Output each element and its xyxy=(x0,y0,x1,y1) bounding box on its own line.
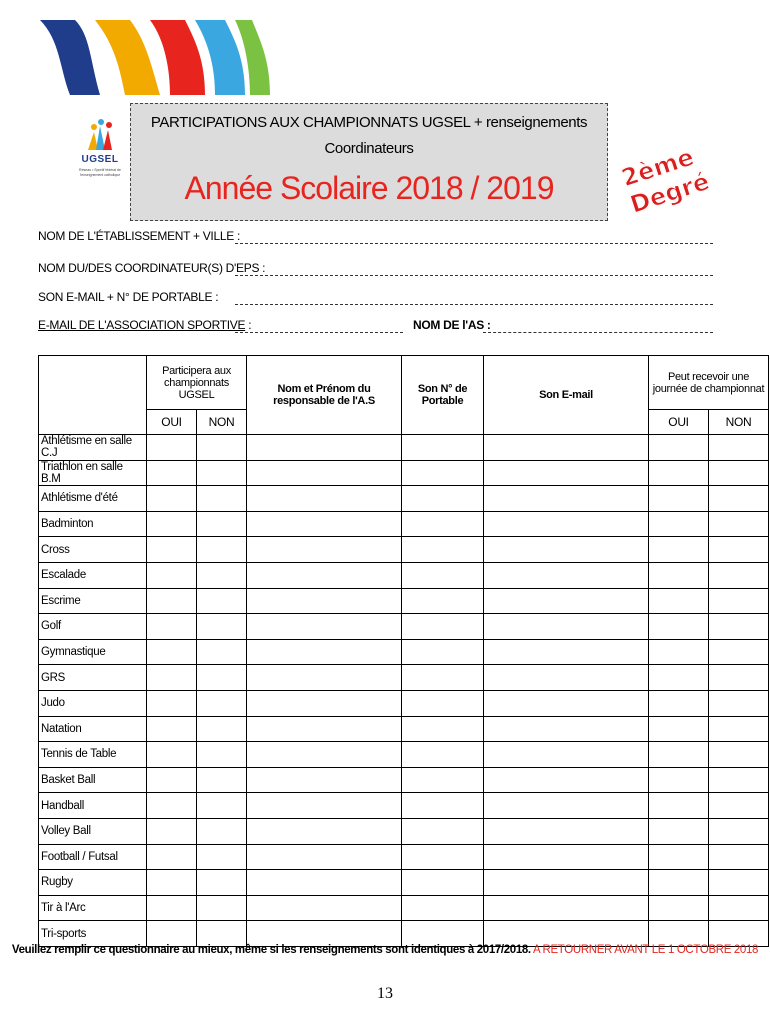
oui-participe-cell[interactable] xyxy=(147,793,197,819)
portable-cell[interactable] xyxy=(402,614,484,640)
header-oui-participe: OUI xyxy=(147,410,197,435)
oui-journee-cell[interactable] xyxy=(649,767,709,793)
label-etablissement: NOM DE L'ÉTABLISSEMENT + VILLE : xyxy=(38,229,240,243)
table-row xyxy=(39,588,769,614)
oui-journee-cell[interactable] xyxy=(649,690,709,716)
table-row xyxy=(39,844,769,870)
non-journee-cell[interactable] xyxy=(709,844,769,870)
nom-prenom-cell[interactable] xyxy=(247,870,402,896)
nom-prenom-cell[interactable] xyxy=(247,716,402,742)
oui-participe-cell[interactable] xyxy=(147,742,197,768)
table-row xyxy=(39,486,769,512)
oui-participe-cell[interactable] xyxy=(147,486,197,512)
email-cell[interactable] xyxy=(484,716,649,742)
document-title: PARTICIPATIONS AUX CHAMPIONNATS UGSEL + renseignements xyxy=(150,114,588,131)
nom-prenom-cell[interactable] xyxy=(247,614,402,640)
oui-participe-cell[interactable] xyxy=(147,690,197,716)
non-journee-cell[interactable] xyxy=(709,435,769,461)
non-participe-cell[interactable] xyxy=(197,511,247,537)
sport-rows xyxy=(39,435,769,947)
nom-prenom-cell[interactable] xyxy=(247,435,402,461)
email-cell[interactable] xyxy=(484,793,649,819)
header-email: Son E-mail xyxy=(484,356,649,435)
email-cell[interactable] xyxy=(484,844,649,870)
table-row xyxy=(39,870,769,896)
non-participe-cell[interactable] xyxy=(197,767,247,793)
nom-prenom-cell[interactable] xyxy=(247,818,402,844)
nom-prenom-cell[interactable] xyxy=(247,562,402,588)
email-cell[interactable] xyxy=(484,818,649,844)
non-journee-cell[interactable] xyxy=(709,511,769,537)
non-journee-cell[interactable] xyxy=(709,639,769,665)
table-row xyxy=(39,716,769,742)
oui-participe-cell[interactable] xyxy=(147,818,197,844)
sport-name: GRS xyxy=(39,665,147,691)
non-participe-cell[interactable] xyxy=(197,895,247,921)
sport-name: Handball xyxy=(39,793,147,819)
sport-name: Tennis de Table xyxy=(39,742,147,768)
oui-journee-cell[interactable] xyxy=(649,511,709,537)
header-oui-journee: OUI xyxy=(649,410,709,435)
non-journee-cell[interactable] xyxy=(709,793,769,819)
document-subtitle: Coordinateurs xyxy=(324,140,414,157)
email-cell[interactable] xyxy=(484,690,649,716)
table-row xyxy=(39,639,769,665)
nom-prenom-cell[interactable] xyxy=(247,639,402,665)
non-journee-cell[interactable] xyxy=(709,690,769,716)
table-row xyxy=(39,435,769,461)
label-email-portable: SON E-MAIL + N° DE PORTABLE : xyxy=(38,290,219,304)
oui-participe-cell[interactable] xyxy=(147,562,197,588)
oui-journee-cell[interactable] xyxy=(649,793,709,819)
portable-cell[interactable] xyxy=(402,793,484,819)
portable-cell[interactable] xyxy=(402,639,484,665)
input-coordinateurs[interactable] xyxy=(235,275,713,276)
participation-table xyxy=(38,355,769,947)
sport-name: Escalade xyxy=(39,562,147,588)
table-row xyxy=(39,793,769,819)
label-coordinateurs: NOM DU/DES COORDINATEUR(S) D'EPS : xyxy=(38,261,266,275)
email-cell[interactable] xyxy=(484,742,649,768)
non-journee-cell[interactable] xyxy=(709,537,769,563)
portable-cell[interactable] xyxy=(402,562,484,588)
oui-participe-cell[interactable] xyxy=(147,511,197,537)
sport-name: Golf xyxy=(39,614,147,640)
input-etablissement[interactable] xyxy=(235,243,713,244)
non-participe-cell[interactable] xyxy=(197,486,247,512)
sport-name: Badminton xyxy=(39,511,147,537)
oui-participe-cell[interactable] xyxy=(147,588,197,614)
oui-journee-cell[interactable] xyxy=(649,742,709,768)
sport-name: Athlétisme d'été xyxy=(39,486,147,512)
non-participe-cell[interactable] xyxy=(197,921,247,947)
table-row xyxy=(39,921,769,947)
oui-participe-cell[interactable] xyxy=(147,665,197,691)
portable-cell[interactable] xyxy=(402,895,484,921)
non-participe-cell[interactable] xyxy=(197,435,247,461)
portable-cell[interactable] xyxy=(402,435,484,461)
oui-journee-cell[interactable] xyxy=(649,614,709,640)
title-box xyxy=(130,103,608,221)
oui-journee-cell[interactable] xyxy=(649,588,709,614)
oui-journee-cell[interactable] xyxy=(649,818,709,844)
corner-cell xyxy=(39,356,147,435)
label-email-as-text: E-MAIL DE L'ASSOCIATION SPORTIVE xyxy=(38,318,246,332)
email-cell[interactable] xyxy=(484,562,649,588)
nom-prenom-cell[interactable] xyxy=(247,537,402,563)
non-journee-cell[interactable] xyxy=(709,665,769,691)
oui-participe-cell[interactable] xyxy=(147,895,197,921)
nom-prenom-cell[interactable] xyxy=(247,665,402,691)
table-row xyxy=(39,460,769,486)
ugsel-logo xyxy=(70,118,130,198)
table-row xyxy=(39,665,769,691)
nom-prenom-cell[interactable] xyxy=(247,511,402,537)
sport-name: Tri-sports xyxy=(39,921,147,947)
oui-journee-cell[interactable] xyxy=(649,435,709,461)
portable-cell[interactable] xyxy=(402,665,484,691)
oui-journee-cell[interactable] xyxy=(649,716,709,742)
non-participe-cell[interactable] xyxy=(197,562,247,588)
sport-name: Rugby xyxy=(39,870,147,896)
table-row xyxy=(39,562,769,588)
logo-wordmark: UGSEL xyxy=(81,154,119,165)
degree-stamp: 2ème Degré xyxy=(618,142,713,219)
non-participe-cell[interactable] xyxy=(197,639,247,665)
label-email-as xyxy=(38,318,251,332)
oui-journee-cell[interactable] xyxy=(649,870,709,896)
table-row xyxy=(39,742,769,768)
email-cell[interactable] xyxy=(484,665,649,691)
non-journee-cell[interactable] xyxy=(709,767,769,793)
non-journee-cell[interactable] xyxy=(709,921,769,947)
input-email-as[interactable] xyxy=(235,332,403,333)
portable-cell[interactable] xyxy=(402,921,484,947)
logo-figure-icon xyxy=(70,118,130,154)
header-portable: Son N° de Portable xyxy=(402,356,484,435)
non-participe-cell[interactable] xyxy=(197,690,247,716)
portable-cell[interactable] xyxy=(402,486,484,512)
portable-cell[interactable] xyxy=(402,588,484,614)
page-number: 13 xyxy=(377,985,393,1002)
portable-cell[interactable] xyxy=(402,690,484,716)
email-cell[interactable] xyxy=(484,511,649,537)
email-cell[interactable] xyxy=(484,870,649,896)
table-row xyxy=(39,614,769,640)
portable-cell[interactable] xyxy=(402,844,484,870)
non-participe-cell[interactable] xyxy=(197,793,247,819)
oui-journee-cell[interactable] xyxy=(649,486,709,512)
non-participe-cell[interactable] xyxy=(197,716,247,742)
header-journee: Peut recevoir une journée de championnat xyxy=(649,356,769,410)
non-participe-cell[interactable] xyxy=(197,742,247,768)
oui-journee-cell[interactable] xyxy=(649,665,709,691)
non-journee-cell[interactable] xyxy=(709,460,769,486)
sport-name: Tir à l'Arc xyxy=(39,895,147,921)
header-non-participe: NON xyxy=(197,410,247,435)
input-email-portable[interactable] xyxy=(235,304,713,305)
footer-deadline: A RETOURNER AVANT LE 1 OCTOBRE 2018 xyxy=(530,944,759,956)
non-journee-cell[interactable] xyxy=(709,895,769,921)
nom-prenom-cell[interactable] xyxy=(247,690,402,716)
portable-cell[interactable] xyxy=(402,511,484,537)
nom-prenom-cell[interactable] xyxy=(247,793,402,819)
email-cell[interactable] xyxy=(484,639,649,665)
school-year: Année Scolaire 2018 / 2019 xyxy=(184,170,554,206)
oui-journee-cell[interactable] xyxy=(649,537,709,563)
footer-instruction: Veuillez remplir ce questionnaire au mieux, même si les renseignements sont identiques à 2017/2018. xyxy=(11,944,531,956)
oui-participe-cell[interactable] xyxy=(147,716,197,742)
portable-cell[interactable] xyxy=(402,716,484,742)
sport-name: Judo xyxy=(39,690,147,716)
oui-journee-cell[interactable] xyxy=(649,844,709,870)
oui-participe-cell[interactable] xyxy=(147,537,197,563)
table-row xyxy=(39,895,769,921)
portable-cell[interactable] xyxy=(402,767,484,793)
oui-participe-cell[interactable] xyxy=(147,460,197,486)
non-participe-cell[interactable] xyxy=(197,665,247,691)
logo-tagline: Réseau • Sportif fédéral de l'enseignement catholique xyxy=(79,168,121,177)
footer-note xyxy=(0,944,770,956)
non-journee-cell[interactable] xyxy=(709,870,769,896)
oui-participe-cell[interactable] xyxy=(147,844,197,870)
oui-participe-cell[interactable] xyxy=(147,921,197,947)
table-row xyxy=(39,818,769,844)
sport-name: Triathlon en salle B.M xyxy=(39,460,147,486)
non-journee-cell[interactable] xyxy=(709,562,769,588)
oui-participe-cell[interactable] xyxy=(147,614,197,640)
non-journee-cell[interactable] xyxy=(709,486,769,512)
nom-prenom-cell[interactable] xyxy=(247,921,402,947)
sport-name: Cross xyxy=(39,537,147,563)
oui-participe-cell[interactable] xyxy=(147,870,197,896)
portable-cell[interactable] xyxy=(402,742,484,768)
oui-journee-cell[interactable] xyxy=(649,895,709,921)
non-participe-cell[interactable] xyxy=(197,460,247,486)
table-row xyxy=(39,537,769,563)
email-cell[interactable] xyxy=(484,614,649,640)
non-participe-cell[interactable] xyxy=(197,818,247,844)
oui-journee-cell[interactable] xyxy=(649,460,709,486)
non-journee-cell[interactable] xyxy=(709,818,769,844)
sport-name: Escrime xyxy=(39,588,147,614)
sport-name: Gymnastique xyxy=(39,639,147,665)
non-journee-cell[interactable] xyxy=(709,716,769,742)
table-row xyxy=(39,767,769,793)
email-cell[interactable] xyxy=(484,588,649,614)
nom-prenom-cell[interactable] xyxy=(247,767,402,793)
input-nom-as[interactable] xyxy=(483,332,713,333)
oui-journee-cell[interactable] xyxy=(649,562,709,588)
nom-prenom-cell[interactable] xyxy=(247,844,402,870)
sport-name: Volley Ball xyxy=(39,818,147,844)
non-participe-cell[interactable] xyxy=(197,844,247,870)
email-cell[interactable] xyxy=(484,767,649,793)
non-participe-cell[interactable] xyxy=(197,614,247,640)
email-cell[interactable] xyxy=(484,537,649,563)
oui-participe-cell[interactable] xyxy=(147,767,197,793)
sport-name: Natation xyxy=(39,716,147,742)
portable-cell[interactable] xyxy=(402,460,484,486)
header-non-journee: NON xyxy=(709,410,769,435)
label-nom-as: NOM DE l'AS : xyxy=(413,318,491,332)
nom-prenom-cell[interactable] xyxy=(247,588,402,614)
nom-prenom-cell[interactable] xyxy=(247,486,402,512)
portable-cell[interactable] xyxy=(402,537,484,563)
portable-cell[interactable] xyxy=(402,870,484,896)
non-journee-cell[interactable] xyxy=(709,614,769,640)
oui-journee-cell[interactable] xyxy=(649,639,709,665)
sport-name: Athlétisme en salle C.J xyxy=(39,435,147,461)
sport-name: Basket Ball xyxy=(39,767,147,793)
email-cell[interactable] xyxy=(484,435,649,461)
header-participe: Participera aux championnats UGSEL xyxy=(147,356,247,410)
email-cell[interactable] xyxy=(484,921,649,947)
table-row xyxy=(39,690,769,716)
header-nom-prenom: Nom et Prénom du responsable de l'A.S xyxy=(247,356,402,435)
non-participe-cell[interactable] xyxy=(197,870,247,896)
non-journee-cell[interactable] xyxy=(709,588,769,614)
portable-cell[interactable] xyxy=(402,818,484,844)
email-cell[interactable] xyxy=(484,486,649,512)
non-participe-cell[interactable] xyxy=(197,588,247,614)
oui-participe-cell[interactable] xyxy=(147,435,197,461)
oui-participe-cell[interactable] xyxy=(147,639,197,665)
label-email-as-colon: : xyxy=(245,318,252,332)
non-journee-cell[interactable] xyxy=(709,742,769,768)
email-cell[interactable] xyxy=(484,460,649,486)
non-participe-cell[interactable] xyxy=(197,537,247,563)
nom-prenom-cell[interactable] xyxy=(247,742,402,768)
header-banner xyxy=(0,0,770,95)
oui-journee-cell[interactable] xyxy=(649,921,709,947)
sport-name: Football / Futsal xyxy=(39,844,147,870)
nom-prenom-cell[interactable] xyxy=(247,460,402,486)
table-row xyxy=(39,511,769,537)
email-cell[interactable] xyxy=(484,895,649,921)
nom-prenom-cell[interactable] xyxy=(247,895,402,921)
